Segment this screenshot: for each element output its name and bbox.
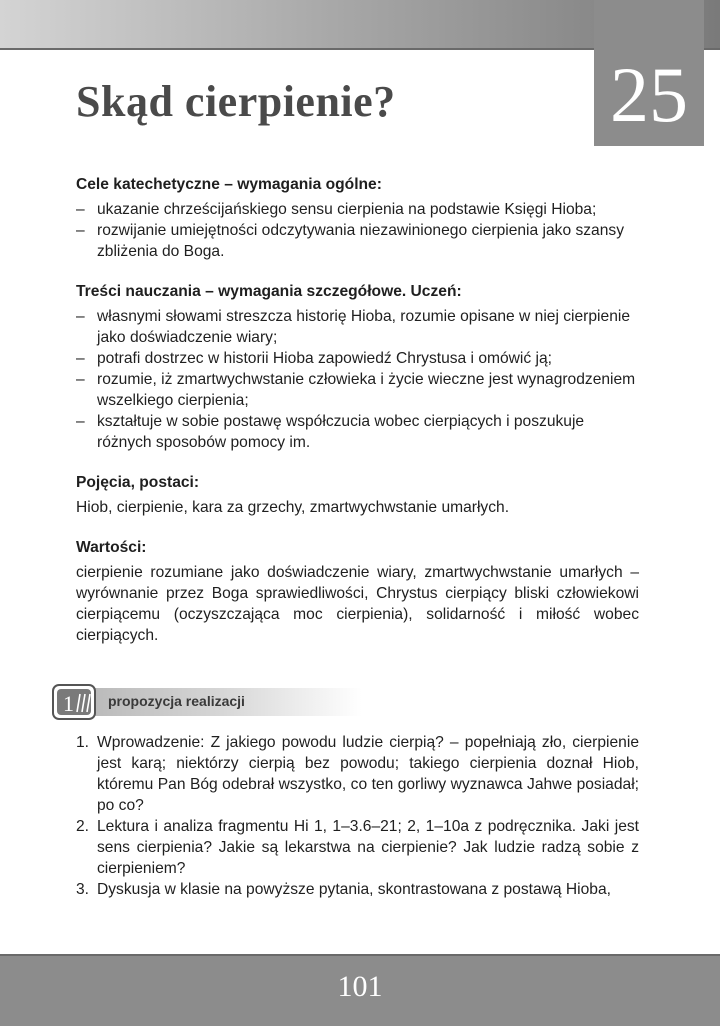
section-general-goals [76,174,639,262]
list-item-text: ukazanie chrześcijańskiego sensu cierpienia na podstawie Księgi Hioba; [97,201,597,218]
dash-mark: – [76,350,85,367]
step-number: 1. [76,734,90,751]
proposal-number-icon [52,684,96,720]
page-number: 101 [337,970,383,1003]
list-item [76,306,639,348]
list-item [76,411,639,453]
list-item-text: własnymi słowami streszcza historię Hioba, rozumie opisane w niej cierpienie jako doświadczenie wiary; [97,308,630,346]
goals-list [76,199,639,262]
section-heading: Wartości: [76,539,147,556]
section-heading: Cele katechetyczne – wymagania ogólne: [76,176,382,193]
list-item [76,369,639,411]
list-item [76,816,639,879]
dash-mark: – [76,222,85,239]
section-heading: Pojęcia, postaci: [76,474,200,491]
section-concepts [76,472,639,518]
chapter-content [76,174,639,665]
dash-mark: – [76,413,85,430]
section-values [76,537,639,646]
chapter-number: 25 [610,51,688,138]
list-item-text: kształtuje w sobie postawę współczucia wobec cierpiących i poszukuje różnych sposobów pomocy im. [97,413,585,451]
list-item-text: rozwijanie umiejętności odczytywania niezawinionego cierpienia jako szansy zbliżenia do Boga. [97,222,624,260]
proposal-icon-frame [57,689,91,715]
list-item [76,199,639,220]
chapter-badge [594,0,704,146]
list-item [76,732,639,816]
step-text: Wprowadzenie: Z jakiego powodu ludzie cierpią? – popełniają zło, cierpienie jest karą; niektórzy cierpią bez powodu; takiego cierpienia doznał Hiob, któremu Pan Bóg odebrał wszystko, co ten gorliwy wyznawca Jahwe posiadał; po co? [97,734,639,814]
dash-mark: – [76,308,85,325]
step-text: Lektura i analiza fragmentu Hi 1, 1–3.6–21; 2, 1–10a z podręcznika. Jaki jest sens cierpienia? Jakie są lekarstwa na cierpienie? Jak ludzie radzą sobie z cierpieniem? [97,818,639,877]
section-content-requirements [76,281,639,453]
requirements-list [76,306,639,453]
proposal-number: 1 [63,691,74,716]
step-number: 2. [76,818,90,835]
lesson-steps [76,732,639,900]
proposal-header [52,684,362,722]
step-number: 3. [76,881,90,898]
stripes-icon [75,692,91,714]
step-text: Dyskusja w klasie na powyższe pytania, skontrastowana z postawą Hioba, [97,881,611,898]
dash-mark: – [76,201,85,218]
proposal-label: propozycja realizacji [108,693,245,709]
section-heading: Treści nauczania – wymagania szczegółowe. Uczeń: [76,283,462,300]
list-item [76,220,639,262]
values-text: cierpienie rozumiane jako doświadczenie wiary, zmartwychwstanie umarłych – wyrównanie przez Boga sprawiedliwości, Chrystus cierpiący bliski człowiekowi cierpiącemu (oczyszczająca moc cierpienia), solidarność i miłość wobec cierpiących. [76,564,639,644]
list-item-text: potrafi dostrzec w historii Hioba zapowiedź Chrystusa i omówić ją; [97,350,552,367]
dash-mark: – [76,371,85,388]
list-item [76,348,639,369]
list-item-text: rozumie, iż zmartwychwstanie człowieka i życie wieczne jest wynagrodzeniem wszelkiego cierpienia; [97,371,636,409]
list-item [76,879,639,900]
page-title: Skąd cierpienie? [76,77,396,126]
footer-band [0,954,720,1026]
concepts-text: Hiob, cierpienie, kara za grzechy, zmartwychwstanie umarłych. [76,499,510,516]
